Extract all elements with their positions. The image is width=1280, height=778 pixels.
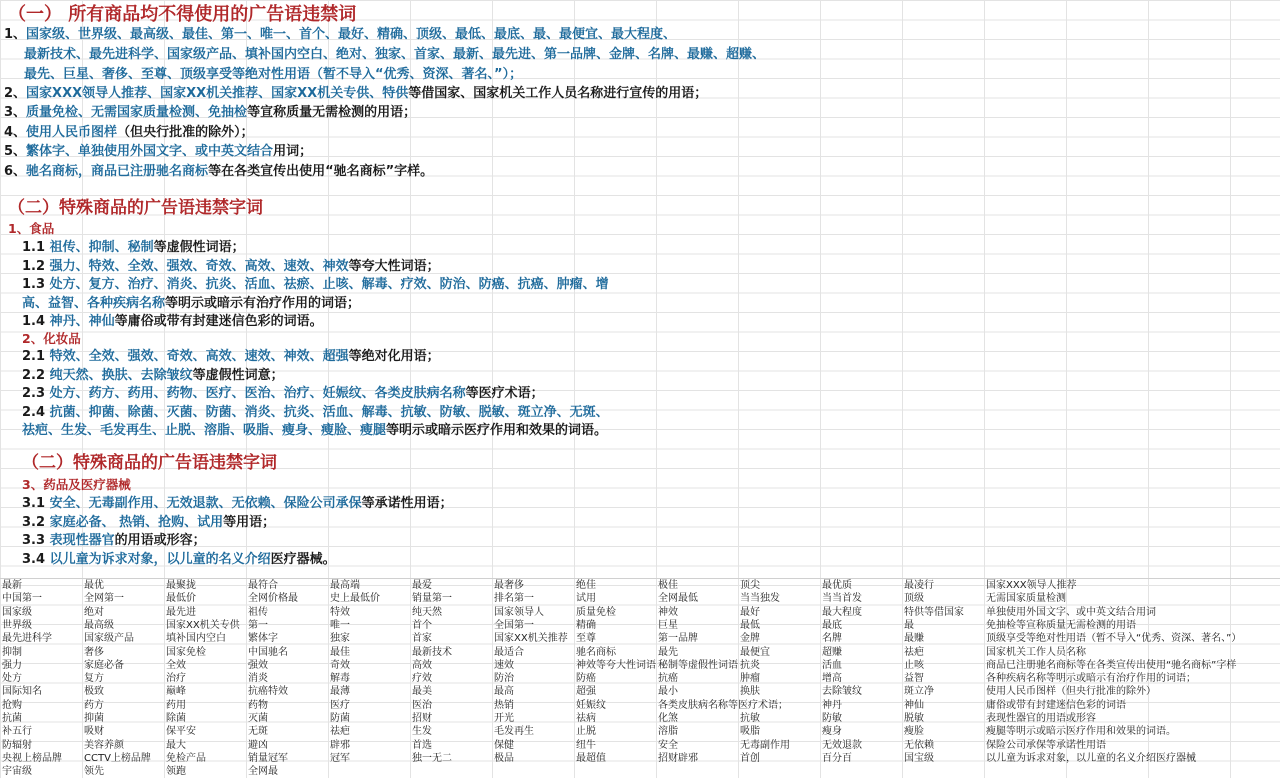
table-cell: 生发 [412, 726, 432, 738]
table-cell: 史上最低价 [330, 593, 380, 605]
table-cell: 以儿童为诉求对象，以儿童的名义介绍医疗器械 [986, 752, 1196, 764]
section3-title: （二）特殊商品的广告语违禁字词 [22, 453, 277, 473]
text-segment: 1、 [4, 27, 27, 42]
table-cell: 速效 [494, 659, 514, 671]
table-cell: 招财 [412, 713, 432, 724]
table-cell: 独家 [330, 633, 350, 645]
table-cell: 神效 [658, 606, 678, 618]
table-cell: 神效等夸大性词语 [576, 659, 656, 671]
text-segment: 3.1 [22, 496, 50, 511]
table-row [0, 739, 1280, 752]
table-cell: 奢侈 [84, 646, 104, 658]
table-cell: 第一 [248, 619, 268, 631]
text-segment: 等夸大性词语； [348, 258, 440, 274]
table-cell: 防辐射 [2, 739, 32, 751]
table-cell: 全效 [166, 659, 186, 671]
table-cell: 强力 [2, 659, 22, 671]
table-cell: 药方 [84, 699, 104, 711]
prohibited-words: 国家级、世界级、最高级、最佳、第一、唯一、首个、最好、精确、顶级、最低、最底、最、最便宜、最大程度、 [26, 27, 677, 42]
food-subtitle: 1、食品 [8, 221, 55, 236]
table-cell: 除菌 [166, 713, 186, 724]
table-cell: 无依赖 [904, 739, 934, 751]
table-cell: 吸脂 [740, 726, 760, 738]
table-cell: 试用 [576, 593, 596, 605]
text-segment: 等宣称质量无需检测的用语； [247, 105, 417, 120]
text-segment: 2.2 [22, 367, 50, 383]
table-cell: 防敏 [822, 713, 842, 724]
table-cell: 国家领导人 [494, 606, 544, 618]
table-row [0, 685, 1280, 698]
food-item [22, 258, 440, 276]
table-cell: 领跑 [166, 766, 186, 778]
table-cell: 最先进科学 [2, 633, 52, 645]
table-cell: 高效 [412, 659, 432, 671]
table-cell: 全网最低 [658, 593, 698, 605]
table-cell: 繁体字 [248, 633, 278, 645]
text-segment: 1.3 [22, 277, 50, 293]
table-cell: 最符合 [248, 580, 278, 591]
table-cell: 最适合 [494, 646, 524, 658]
table-cell: 第一品牌 [658, 633, 698, 645]
table-cell: 极致 [84, 686, 104, 698]
drug-subtitle: 3、药品及医疗器械 [22, 477, 131, 492]
table-cell: 增高 [822, 673, 842, 685]
section1-title: （一） 所有商品均不得使用的广告语违禁词 [8, 4, 357, 25]
table-cell: 止脱 [576, 726, 596, 738]
table-cell: 换肤 [740, 686, 760, 698]
text-segment: 1.4 [22, 314, 50, 330]
text-segment: 用词； [273, 144, 313, 159]
food-item [22, 313, 323, 331]
table-cell: 灭菌 [248, 713, 268, 724]
prohibited-words: 高、益智、各种疾病名称 [22, 295, 166, 311]
table-cell: 最高级 [84, 619, 114, 631]
table-cell: 抗敏 [740, 713, 760, 724]
text-segment: 3.2 [22, 514, 50, 530]
prohibited-words: 最新技术、最先进科学、国家级产品、填补国内空白、绝对、独家、首家、最新、最先进、第一品牌、金牌、名牌、最赚、超赚、 [24, 47, 766, 62]
table-cell: 冠军 [330, 752, 350, 764]
text-segment: 3.4 [22, 551, 50, 567]
text-segment: 等庸俗或带有封建迷信色彩的词语。 [114, 314, 323, 330]
text-segment: 等在各类宣传出使用“驰名商标”字样。 [208, 164, 434, 179]
cosmetics-item [22, 348, 440, 366]
prohibited-words: 质量免检、无需国家质量检测、免抽检 [26, 105, 248, 120]
table-cell: 防治 [494, 673, 514, 685]
table-cell: 极品 [494, 752, 514, 764]
prohibited-words: 表现性器官 [49, 533, 115, 549]
table-cell: 溶脂 [658, 726, 678, 738]
table-cell: 超赚 [822, 646, 842, 658]
drug-item [22, 514, 275, 532]
table-row [0, 672, 1280, 685]
prohibited-words: 繁体字、单独使用外国文字、或中英文结合 [26, 144, 274, 159]
prohibited-words: 神丹、神仙 [49, 314, 115, 330]
prohibited-words: 处方、药方、药用、药物、医疗、医治、治疗、妊娠纹、各类皮肤病名称 [49, 386, 466, 402]
table-cell: 当当独发 [740, 593, 780, 605]
text-segment: 1.2 [22, 258, 50, 274]
table-cell: 祖传 [248, 606, 268, 618]
table-cell: 全网第一 [84, 593, 124, 605]
table-cell: 瘦脸 [904, 726, 924, 738]
table-cell: 特供等借国家 [904, 606, 964, 618]
table-cell: 至尊 [576, 633, 596, 645]
table-cell: 去除皱纹 [822, 686, 862, 698]
text-segment: 等承诺性用语； [361, 496, 453, 511]
table-cell: 无效退款 [822, 739, 862, 751]
table-cell: 央视上榜品牌 [2, 752, 62, 764]
table-cell: 使用人民币图样（但央行批准的除外） [986, 686, 1156, 698]
table-cell: 保险公司承保等承诺性用语 [986, 739, 1106, 751]
table-cell: 销量第一 [412, 593, 452, 605]
table-cell: 国家机关工作人员名称 [986, 646, 1086, 658]
prohibited-words: 纯天然、换肤、去除皱纹 [49, 367, 193, 383]
table-cell: 秘制等虚假性词语 [658, 659, 738, 671]
table-cell: 顶级 [904, 593, 924, 605]
table-cell: 各类皮肤病名称等医疗术语； [658, 699, 788, 711]
table-cell: 庸俗或带有封建迷信色彩的词语 [986, 699, 1126, 711]
table-cell: 祛疤 [330, 726, 350, 738]
table-cell: 国家级 [2, 606, 32, 618]
table-cell: 活血 [822, 659, 842, 671]
table-cell: 最佳 [330, 646, 350, 658]
table-cell: 抗癌特效 [248, 686, 288, 698]
food-item [22, 239, 245, 257]
prohibited-words: 使用人民币图样 [26, 125, 118, 140]
table-cell: 辟邪 [330, 739, 350, 751]
table-cell: 全国第一 [494, 619, 534, 631]
section1-item [4, 85, 707, 103]
table-cell: 最小 [658, 686, 678, 698]
text-segment: 等虚假性词语； [153, 240, 245, 255]
table-cell: 抑菌 [84, 713, 104, 724]
table-row [0, 712, 1280, 725]
table-cell: 最先 [658, 646, 678, 658]
table-cell: 开光 [494, 713, 514, 724]
text-segment: 等用语； [223, 514, 276, 530]
table-cell: 首选 [412, 739, 432, 751]
table-cell: 抗菌 [2, 713, 22, 724]
prohibited-words: 安全、无毒副作用、无效退款、无依赖、保险公司承保 [49, 496, 362, 511]
table-cell: 绝对 [84, 606, 104, 618]
prohibited-words: 以儿童为诉求对象，以儿童的名义介绍 [49, 551, 271, 567]
table-cell: 最聚拢 [166, 580, 196, 591]
table-cell: 最优 [84, 580, 104, 591]
table-cell: 家庭必备 [84, 659, 124, 671]
table-cell: 国家级产品 [84, 633, 134, 645]
table-cell: 首创 [740, 752, 760, 764]
table-cell: 巅峰 [166, 686, 186, 698]
prohibited-words: 抗菌、抑菌、除菌、灭菌、防菌、消炎、抗炎、活血、解毒、抗敏、防敏、脱敏、斑立净、无斑、 [49, 404, 609, 420]
table-cell: 无斑 [248, 726, 268, 738]
table-cell: 最超值 [576, 752, 606, 764]
table-cell: 最新技术 [412, 646, 452, 658]
table-row [0, 699, 1280, 712]
table-cell: 极佳 [658, 580, 678, 591]
table-cell: 斑立净 [904, 686, 934, 698]
table-cell: 药用 [166, 699, 186, 711]
cosmetics-item [22, 385, 544, 403]
table-cell: 销量冠军 [248, 752, 288, 764]
table-cell: 最大程度 [822, 606, 862, 618]
table-cell: 最低价 [166, 593, 196, 605]
table-cell: 名牌 [822, 633, 842, 645]
table-cell: 最赚 [904, 633, 924, 645]
table-cell: 排名第一 [494, 593, 534, 605]
table-cell: 脱敏 [904, 713, 924, 724]
text-segment: （但央行批准的除外）； [117, 125, 254, 140]
table-cell: 驰名商标 [576, 646, 616, 658]
table-cell: 神仙 [904, 699, 924, 711]
table-cell: 补五行 [2, 726, 32, 738]
section1-item [4, 124, 254, 142]
table-cell: 保健 [494, 739, 514, 751]
table-cell: 处方 [2, 673, 22, 685]
cosmetics-item [22, 422, 607, 440]
section1-item [4, 163, 433, 181]
table-cell: 国家XXX领导人推荐 [986, 580, 1077, 591]
text-segment: 1.1 [22, 240, 50, 255]
table-cell: 商品已注册驰名商标等在各类宣传出使用“驰名商标”字样 [986, 659, 1237, 671]
prohibited-words: 祛疤、生发、毛发再生、止脱、溶脂、吸脂、瘦身、瘦脸、瘦腿 [22, 423, 387, 439]
prohibited-words: 最先、巨星、奢侈、至尊、顶级享受等绝对性用语（暂不导入“优秀、资深、著名、”）； [24, 67, 523, 82]
table-cell: 止咳 [904, 659, 924, 671]
food-item [22, 295, 360, 313]
text-segment: 2.1 [22, 349, 50, 364]
table-cell: 吸财 [84, 726, 104, 738]
text-segment: 的用语或形容； [114, 533, 206, 549]
section1-item [24, 66, 522, 84]
table-cell: 国家XX机关推荐 [494, 633, 568, 645]
table-row [0, 606, 1280, 619]
text-segment: 2.3 [22, 386, 50, 402]
table-cell: 抑制 [2, 646, 22, 658]
table-cell: 国宝级 [904, 752, 934, 764]
table-cell: 最优质 [822, 580, 852, 591]
table-row [0, 765, 1280, 778]
text-segment: 医疗器械。 [270, 551, 336, 567]
text-segment: 2、 [4, 86, 27, 101]
prohibited-words: 驰名商标，商品已注册驰名商标 [26, 164, 209, 179]
table-cell: 免抽检等宣称质量无需检测的用语 [986, 619, 1136, 631]
table-cell: 医疗 [330, 699, 350, 711]
table-cell: 神丹 [822, 699, 842, 711]
table-cell: 防癌 [576, 673, 596, 685]
table-cell: 医治 [412, 699, 432, 711]
table-cell: 首家 [412, 633, 432, 645]
table-cell: 纯天然 [412, 606, 442, 618]
text-segment: 等借国家、国家机关工作人员名称进行宣传的用语； [408, 86, 708, 101]
table-cell: 益智 [904, 673, 924, 685]
text-segment: 等医疗术语； [465, 386, 544, 402]
table-row [0, 659, 1280, 672]
table-row [0, 752, 1280, 765]
table-cell: 疗效 [412, 673, 432, 685]
table-cell: 抢购 [2, 699, 22, 711]
table-cell: 填补国内空白 [166, 633, 226, 645]
text-segment: 6、 [4, 164, 27, 179]
table-cell: 最高端 [330, 580, 360, 591]
table-cell: 金牌 [740, 633, 760, 645]
table-cell: 热销 [494, 699, 514, 711]
table-cell: 解毒 [330, 673, 350, 685]
table-cell: 祛病 [576, 713, 596, 724]
drug-item [22, 532, 206, 550]
table-cell: 巨星 [658, 619, 678, 631]
table-cell: 纽牛 [576, 739, 596, 751]
table-cell: 最便宜 [740, 646, 770, 658]
table-cell: 最凌行 [904, 580, 934, 591]
table-cell: 全网最 [248, 766, 278, 778]
table-cell: 单独使用外国文字、或中英文结合用词 [986, 606, 1156, 618]
table-cell: 免检产品 [166, 752, 206, 764]
table-cell: 祛疤 [904, 646, 924, 658]
text-segment: 2.4 [22, 404, 50, 420]
table-row [0, 619, 1280, 632]
section1-item [24, 46, 765, 64]
table-cell: 复方 [84, 673, 104, 685]
table-cell: 各种疾病名称等明示或暗示有治疗作用的词语； [986, 673, 1196, 685]
table-cell: 药物 [248, 699, 268, 711]
table-cell: 最高 [494, 686, 514, 698]
food-item [22, 276, 609, 294]
table-row [0, 725, 1280, 738]
table-cell: 最先进 [166, 606, 196, 618]
table-cell: 百分百 [822, 752, 852, 764]
prohibited-words: 处方、复方、治疗、消炎、抗炎、活血、祛瘀、止咳、解毒、疗效、防治、防癌、抗癌、肿瘤、增 [49, 277, 609, 293]
prohibited-words: 国家XXX领导人推荐、国家XX机关推荐、国家XX机关专供、特供 [26, 86, 409, 101]
table-row [0, 579, 1280, 592]
table-cell: 国家免检 [166, 646, 206, 658]
table-cell: 独一无二 [412, 752, 452, 764]
table-cell: 绝佳 [576, 580, 596, 591]
table-cell: 最 [904, 619, 914, 631]
section1-item [4, 143, 312, 161]
table-cell: 最新 [2, 580, 22, 591]
table-cell: 中国驰名 [248, 646, 288, 658]
prohibited-words: 强力、特效、全效、强效、奇效、高效、速效、神效 [49, 258, 349, 274]
table-cell: 国家XX机关专供 [166, 619, 240, 631]
table-cell: 最底 [822, 619, 842, 631]
table-cell: 化煞 [658, 713, 678, 724]
table-row [0, 632, 1280, 645]
table-cell: 超强 [576, 686, 596, 698]
drug-item [22, 495, 453, 513]
prohibited-words: 家庭必备、 热销、抢购、试用 [49, 514, 224, 530]
drug-item [22, 551, 336, 569]
table-cell: 防菌 [330, 713, 350, 724]
prohibited-words-table [0, 578, 1280, 778]
text-segment: 5、 [4, 144, 27, 159]
table-cell: 顶级享受等绝对性用语（暂不导入“优秀、资深、著名、”） [986, 633, 1242, 645]
table-cell: 最好 [740, 606, 760, 618]
cosmetics-item [22, 404, 609, 422]
table-cell: 精确 [576, 619, 596, 631]
table-cell: 最爱 [412, 580, 432, 591]
text-segment: 3、 [4, 105, 27, 120]
cosmetics-item [22, 367, 284, 385]
text-segment: 4、 [4, 125, 27, 140]
table-cell: 瘦腿等明示或暗示医疗作用和效果的词语。 [986, 726, 1176, 738]
table-row [0, 646, 1280, 659]
table-cell: 妊娠纹 [576, 699, 606, 711]
table-cell: 治疗 [166, 673, 186, 685]
table-cell: 最美 [412, 686, 432, 698]
text-segment: 等虚假性词意； [192, 367, 284, 383]
text-segment: 等明示或暗示医疗作用和效果的词语。 [386, 423, 608, 439]
table-cell: 特效 [330, 606, 350, 618]
table-cell: 无毒副作用 [740, 739, 790, 751]
text-segment: 3.3 [22, 533, 50, 549]
section1-item [4, 104, 416, 122]
table-cell: 全网价格最 [248, 593, 298, 605]
cosmetics-subtitle: 2、化妆品 [22, 331, 81, 346]
table-cell: 最大 [166, 739, 186, 751]
table-cell: 美容养颜 [84, 739, 124, 751]
table-cell: 最薄 [330, 686, 350, 698]
table-cell: 安全 [658, 739, 678, 751]
prohibited-words: 祖传、抑制、秘制 [49, 240, 154, 255]
table-cell: 质量免检 [576, 606, 616, 618]
table-cell: 无需国家质量检测 [986, 593, 1066, 605]
table-cell: 表现性器官的用语或形容 [986, 713, 1096, 724]
table-cell: 抗癌 [658, 673, 678, 685]
table-cell: 抗炎 [740, 659, 760, 671]
table-row [0, 592, 1280, 605]
table-cell: CCTV上榜品牌 [84, 752, 151, 764]
table-cell: 最低 [740, 619, 760, 631]
table-cell: 国际知名 [2, 686, 42, 698]
table-cell: 顶尖 [740, 580, 760, 591]
text-segment: 等明示或暗示有治疗作用的词语； [165, 295, 361, 311]
table-cell: 首个 [412, 619, 432, 631]
table-cell: 唯一 [330, 619, 350, 631]
table-cell: 最奢侈 [494, 580, 524, 591]
table-cell: 避凶 [248, 739, 268, 751]
table-cell: 当当首发 [822, 593, 862, 605]
table-cell: 瘦身 [822, 726, 842, 738]
table-cell: 领先 [84, 766, 104, 778]
table-cell: 宇宙级 [2, 766, 32, 778]
table-cell: 招财辟邪 [658, 752, 698, 764]
table-cell: 毛发再生 [494, 726, 534, 738]
section2-title: （二）特殊商品的广告语违禁字词 [8, 198, 263, 218]
section1-item [4, 26, 676, 44]
table-cell: 保平安 [166, 726, 196, 738]
table-cell: 奇效 [330, 659, 350, 671]
table-cell: 消炎 [248, 673, 268, 685]
table-cell: 中国第一 [2, 593, 42, 605]
table-cell: 强效 [248, 659, 268, 671]
text-segment: 等绝对化用语； [348, 349, 440, 364]
table-cell: 世界级 [2, 619, 32, 631]
prohibited-words: 特效、全效、强效、奇效、高效、速效、神效、超强 [49, 349, 349, 364]
table-cell: 肿瘤 [740, 673, 760, 685]
